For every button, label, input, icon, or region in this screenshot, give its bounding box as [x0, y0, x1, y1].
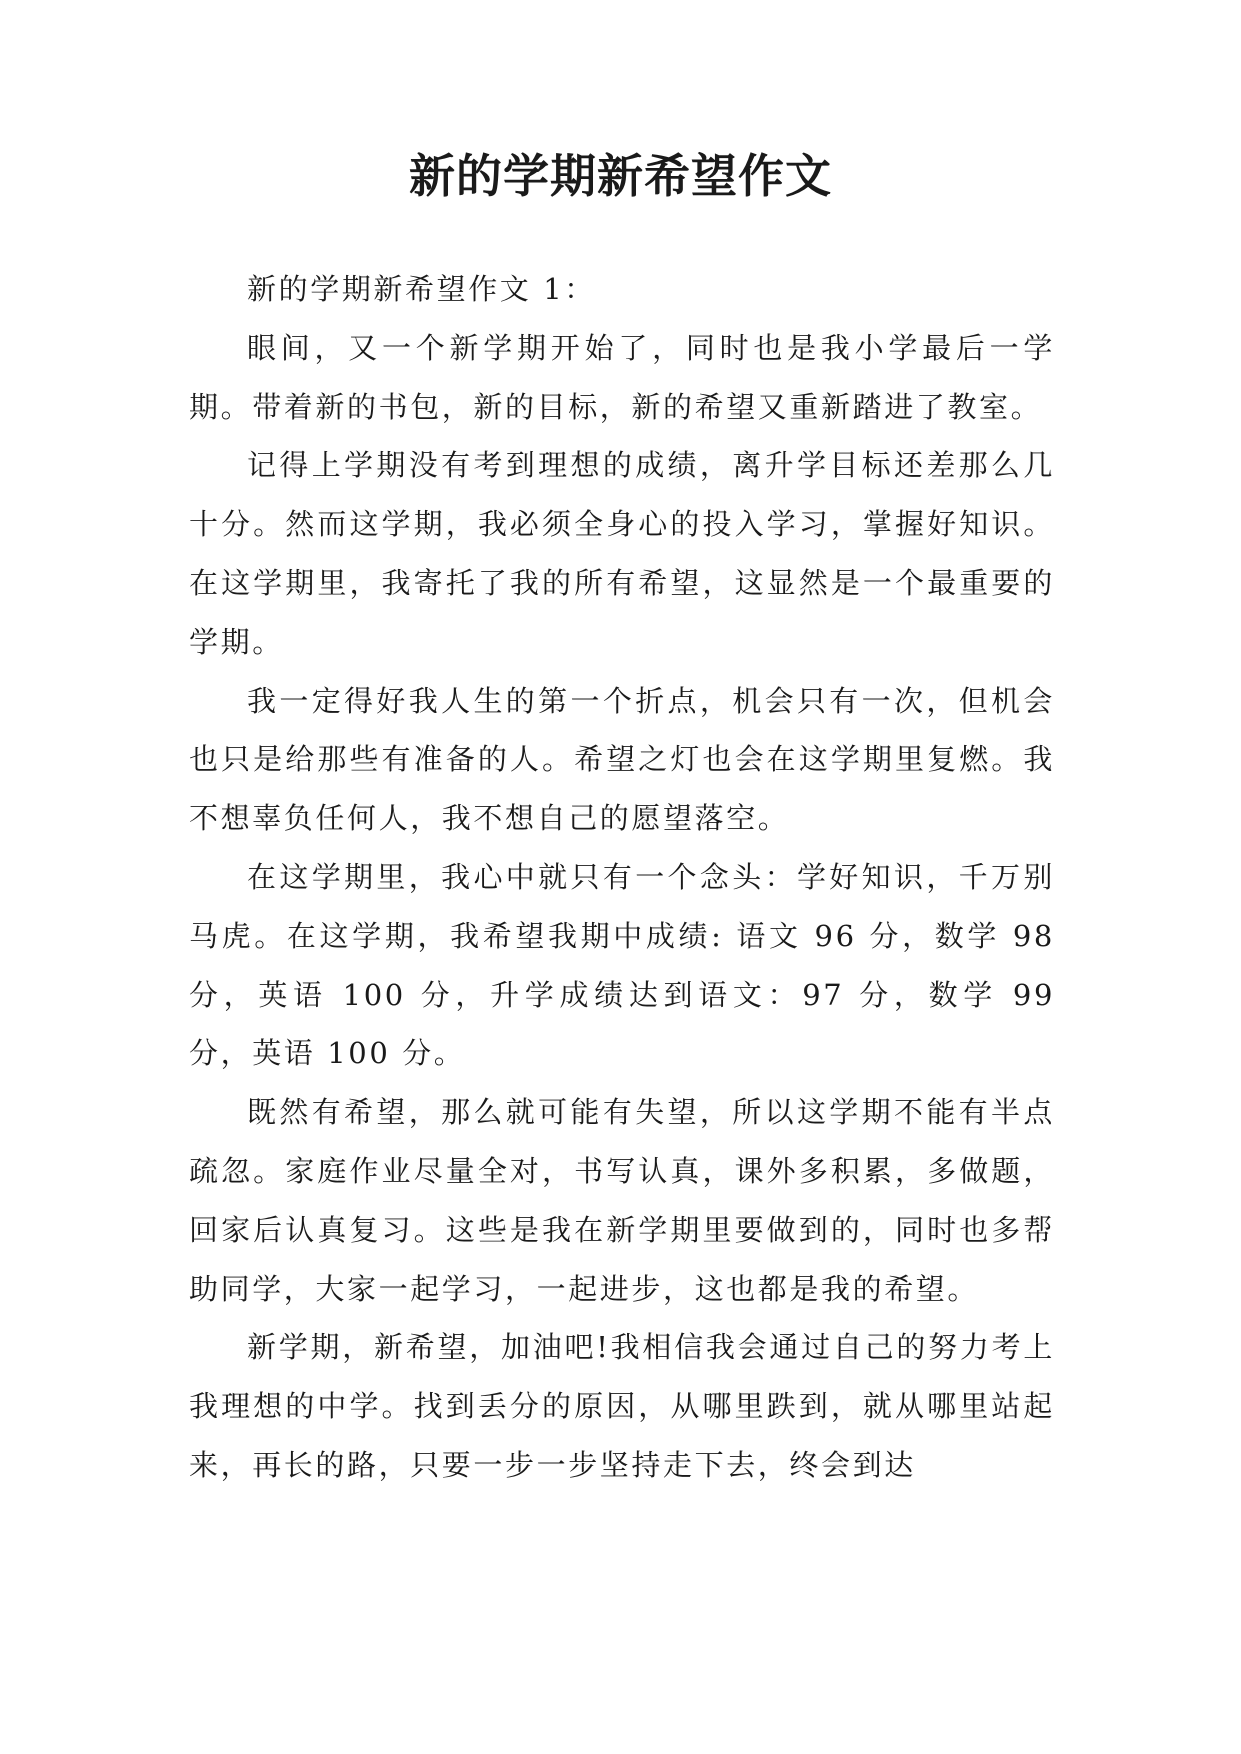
paragraph: 新学期，新希望，加油吧!我相信我会通过自己的努力考上我理想的中学。找到丢分的原因，从哪里跌到，就从哪里站起来，再长的路，只要一步一步坚持走下去，终会到达 — [189, 1330, 1055, 1482]
paragraph: 眼间，又一个新学期开始了，同时也是我小学最后一学期。带着新的书包，新的目标，新的希望又重新踏进了教室。 — [189, 330, 1055, 424]
document-body — [189, 260, 1055, 1495]
paragraph: 记得上学期没有考到理想的成绩，离升学目标还差那么几十分。然而这学期，我必须全身心的投入学习，掌握好知识。在这学期里，我寄托了我的所有希望，这显然是一个最重要的学期。 — [189, 448, 1055, 659]
document-title: 新的学期新希望作文 — [409, 149, 832, 203]
paragraph-heading: 新的学期新希望作文 1： — [247, 272, 596, 306]
paragraph: 我一定得好我人生的第一个折点，机会只有一次，但机会也只是给那些有准备的人。希望之灯也会在这学期里复燃。我不想辜负任何人，我不想自己的愿望落空。 — [189, 683, 1055, 836]
paragraph: 在这学期里，我心中就只有一个念头：学好知识，千万别马虎。在这学期，我希望我期中成绩: 语文 96 分，数学 98 分，英语 100 分，升学成绩达到语文：97 分，数学 99 分，英语 100 分。 — [189, 859, 1055, 1071]
paragraph: 既然有希望，那么就可能有失望，所以这学期不能有半点疏忽。家庭作业尽量全对，书写认真，课外多积累，多做题，回家后认真复习。这些是我在新学期里要做到的，同时也多帮助同学，大家一起学习，一起进步，这也都是我的希望。 — [189, 1095, 1055, 1306]
